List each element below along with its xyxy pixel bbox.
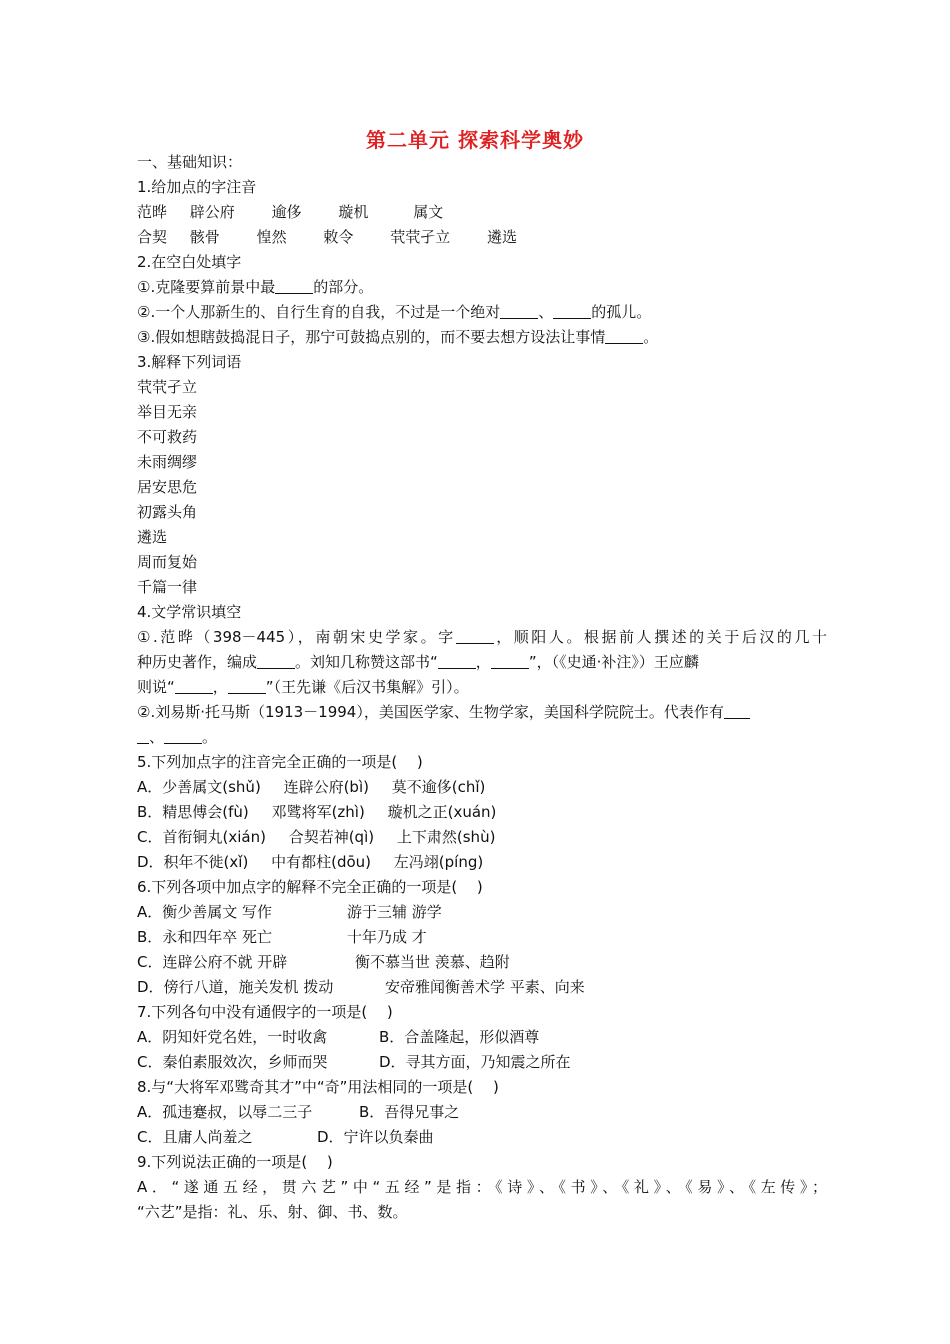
question-6-option-c: C．连辟公府不就 开辟 衡不慕当世 羡慕、趋附	[137, 953, 510, 971]
question-1-row-2	[137, 225, 827, 250]
question-4-para-1-line-1: ①.范晔（398－445），南朝宋史学家。字 ，顺阳人。根据前人撰述的关于后汉的几十	[137, 628, 827, 646]
document-body	[137, 150, 827, 1225]
word: 茕茕孑立	[390, 228, 451, 246]
word: 骸骨	[189, 228, 220, 246]
question-9-heading: 9.下列说法正确的一项是( )	[137, 1153, 333, 1171]
question-5-option-b: B．精思傅会(fù) 邓骘将军(zhì) 璇机之正(xuán)	[137, 803, 497, 821]
question-9-option-a-line-2: “六艺”是指：礼、乐、射、御、书、数。	[137, 1203, 408, 1221]
question-8-options-row-2: C．且庸人尚羞之 D．宁许以负秦曲	[137, 1128, 434, 1146]
question-6-option-a: A．衡少善属文 写作 游于三辅 游学	[137, 903, 442, 921]
question-5-option-a: A．少善属文(shǔ) 连辟公府(bì) 莫不逾侈(chǐ)	[137, 778, 486, 796]
question-2-item-2: ②.一个人那新生的、自行生育的自我，不过是一个绝对 、 的孤儿。	[137, 303, 652, 321]
question-4-para-2-line-1: ②.刘易斯·托马斯（1913－1994），美国医学家、生物学家，美国科学院院士。代表作有	[137, 700, 827, 725]
question-4-para-1-line-2: 种历史著作，编成 。刘知几称赞这部书“ ， ”，（《史通·补注》）王应麟	[137, 653, 699, 671]
question-6-option-d: D．傍行八道，施关发机 拨动 安帝雅闻衡善术学 平素、向来	[137, 978, 585, 996]
answer-blank[interactable]	[500, 302, 538, 319]
question-7-heading: 7.下列各句中没有通假字的一项是( )	[137, 1003, 393, 1021]
answer-blank[interactable]	[137, 727, 149, 744]
term-item: 举目无亲	[137, 403, 198, 421]
word: 合契	[137, 228, 168, 246]
section-heading: 一、基础知识：	[137, 153, 243, 171]
answer-blank[interactable]	[164, 727, 202, 744]
question-2-heading: 2.在空白处填字	[137, 253, 242, 271]
question-8-heading: 8.与“大将军邓骘奇其才”中“奇”用法相同的一项是( )	[137, 1078, 499, 1096]
word: 范晔	[137, 203, 168, 221]
word: 遴选	[486, 228, 517, 246]
question-2-item-3: ③.假如想瞎鼓捣混日子，那宁可鼓捣点别的，而不要去想方设法让事情 。	[137, 328, 659, 346]
term-item: 未雨绸缪	[137, 453, 198, 471]
answer-blank[interactable]	[605, 327, 643, 344]
question-2-item-1: ①.克隆要算前景中最 的部分。	[137, 278, 374, 296]
term-item: 茕茕孑立	[137, 378, 198, 396]
answer-blank[interactable]	[438, 652, 476, 669]
answer-blank[interactable]	[491, 652, 529, 669]
question-6-option-b: B．永和四年卒 死亡 十年乃成 才	[137, 928, 427, 946]
question-5-heading: 5.下列加点字的注音完全正确的一项是( )	[137, 753, 423, 771]
question-4-heading: 4.文学常识填空	[137, 603, 242, 621]
term-item: 遴选	[137, 528, 168, 546]
question-5-option-d: D．积年不徙(xǐ) 中有都柱(dōu) 左冯翊(píng)	[137, 853, 484, 871]
term-item: 不可救药	[137, 428, 198, 446]
question-8-options-row-1: A．孤违蹇叔，以辱二三子 B．吾得兄事之	[137, 1103, 460, 1121]
page-title: 第二单元 探索科学奥妙	[366, 128, 584, 152]
word: 辟公府	[189, 203, 235, 221]
term-item: 居安思危	[137, 478, 198, 496]
question-7-options-row-2: C．秦伯素服效次，乡师而哭 D．寻其方面，乃知震之所在	[137, 1053, 571, 1071]
question-1-heading: 1.给加点的字注音	[137, 178, 257, 196]
term-item: 周而复始	[137, 553, 198, 571]
term-item: 千篇一律	[137, 578, 198, 596]
question-7-options-row-1: A．阴知奸党名姓，一时收禽 B．合盖隆起，形似酒尊	[137, 1028, 540, 1046]
question-1-row-1	[137, 200, 827, 225]
answer-blank[interactable]	[275, 277, 313, 294]
answer-blank[interactable]	[456, 627, 494, 644]
word: 属文	[413, 203, 444, 221]
answer-blank[interactable]	[175, 677, 213, 694]
answer-blank[interactable]	[228, 677, 266, 694]
word: 璇机	[338, 203, 369, 221]
answer-blank[interactable]	[724, 702, 750, 719]
answer-blank[interactable]	[257, 652, 295, 669]
question-3-heading: 3.解释下列词语	[137, 353, 242, 371]
question-6-heading: 6.下列各项中加点字的解释不完全正确的一项是( )	[137, 878, 483, 896]
term-item: 初露头角	[137, 503, 198, 521]
word: 惶然	[256, 228, 287, 246]
word: 敕令	[323, 228, 354, 246]
question-9-option-a-line-1: A．“遂通五经，贯六艺”中“五经”是指：《诗》、《书》、《礼》、《易》、《左传》；	[137, 1178, 827, 1196]
answer-blank[interactable]	[553, 302, 591, 319]
question-4-para-1-line-3: 则说“ ， ”（王先谦《后汉书集解》引）。	[137, 678, 469, 696]
question-4-para-2-line-2: 、 。	[137, 725, 827, 750]
question-5-option-c: C．首衔铜丸(xián) 合契若神(qì) 上下肃然(shù)	[137, 828, 496, 846]
word: 逾侈	[271, 203, 302, 221]
